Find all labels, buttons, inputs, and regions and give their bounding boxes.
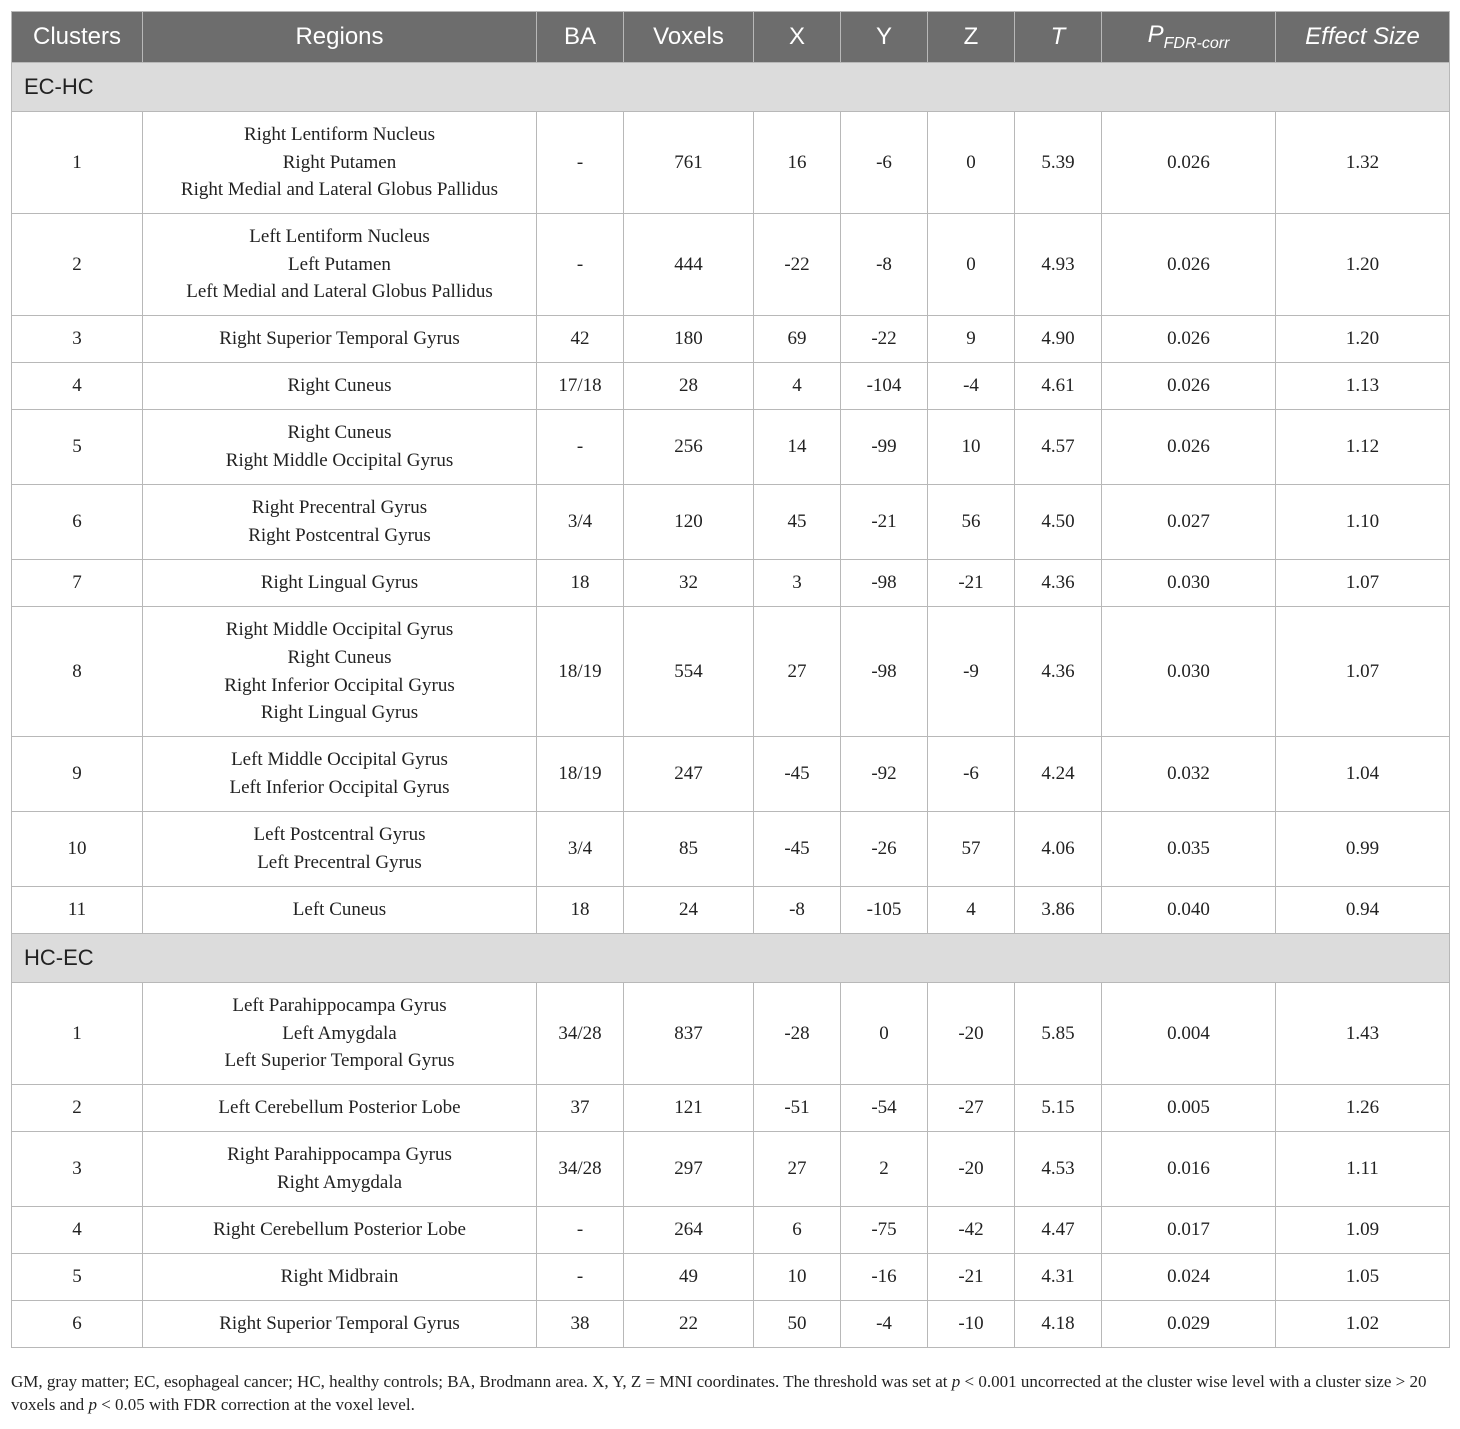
cell-regions xyxy=(143,112,537,214)
region-name: Right Amygdala xyxy=(276,1172,403,1193)
cell-t: 5.15 xyxy=(1015,1085,1102,1132)
cell-t: 4.36 xyxy=(1015,607,1102,737)
cell-y: -6 xyxy=(841,112,928,214)
cell-x: -22 xyxy=(754,214,841,316)
region-name: Left Medial and Lateral Globus Pallidus xyxy=(186,281,493,303)
cell-y: -98 xyxy=(841,560,928,607)
cell-ba: 3/4 xyxy=(537,485,624,560)
cell-x: -28 xyxy=(754,983,841,1085)
table-row xyxy=(12,112,1450,214)
table-row xyxy=(12,363,1450,410)
cell-voxels: 85 xyxy=(624,812,754,887)
cell-voxels: 24 xyxy=(624,887,754,934)
table-row xyxy=(12,1207,1450,1254)
region-name: Right Cuneus xyxy=(287,646,392,668)
cell-voxels: 49 xyxy=(624,1254,754,1301)
table-row xyxy=(12,214,1450,316)
cell-z: 0 xyxy=(928,112,1015,214)
region-name: Left Inferior Occipital Gyrus xyxy=(229,777,450,798)
cell-t: 4.06 xyxy=(1015,812,1102,887)
cell-p-fdr: 0.030 xyxy=(1102,560,1276,607)
cell-p-fdr: 0.026 xyxy=(1102,410,1276,485)
region-name: Left Postcentral Gyrus xyxy=(253,824,426,846)
cell-p-fdr: 0.030 xyxy=(1102,607,1276,737)
cell-cluster: 8 xyxy=(12,607,143,737)
cell-p-fdr: 0.005 xyxy=(1102,1085,1276,1132)
section-row xyxy=(12,934,1450,983)
cell-t: 4.90 xyxy=(1015,316,1102,363)
col-header-effect-size: Effect Size xyxy=(1276,12,1450,63)
cell-cluster: 3 xyxy=(12,316,143,363)
cell-effect-size: 1.11 xyxy=(1276,1132,1450,1207)
cell-voxels: 256 xyxy=(624,410,754,485)
cell-z: 56 xyxy=(928,485,1015,560)
cell-z: -21 xyxy=(928,560,1015,607)
header-row xyxy=(12,12,1450,63)
cell-ba: 34/28 xyxy=(537,1132,624,1207)
cell-y: -98 xyxy=(841,607,928,737)
cell-regions xyxy=(143,1254,537,1301)
cell-regions xyxy=(143,1207,537,1254)
cell-t: 4.50 xyxy=(1015,485,1102,560)
cell-voxels: 247 xyxy=(624,737,754,812)
table-row xyxy=(12,1132,1450,1207)
region-name: Left Cuneus xyxy=(292,899,387,921)
cell-x: 27 xyxy=(754,607,841,737)
cell-x: 45 xyxy=(754,485,841,560)
col-header-y: Y xyxy=(841,12,928,63)
cell-regions xyxy=(143,1301,537,1348)
cell-p-fdr: 0.017 xyxy=(1102,1207,1276,1254)
cell-cluster: 6 xyxy=(12,1301,143,1348)
cell-x: 50 xyxy=(754,1301,841,1348)
table-row xyxy=(12,410,1450,485)
footnote-text-1: GM, gray matter; EC, esophageal cancer; HC, healthy controls; BA, Brodmann area. X, Y, Z = MNI coordinates. The threshold was set at xyxy=(11,1372,952,1391)
cell-y: -8 xyxy=(841,214,928,316)
cell-x: 16 xyxy=(754,112,841,214)
cell-p-fdr: 0.029 xyxy=(1102,1301,1276,1348)
cell-z: 9 xyxy=(928,316,1015,363)
cell-ba: 38 xyxy=(537,1301,624,1348)
region-name: Right Lingual Gyrus xyxy=(260,572,419,594)
p-symbol: P xyxy=(1147,21,1164,49)
col-header-voxels: Voxels xyxy=(624,12,754,63)
col-header-regions: Regions xyxy=(143,12,537,63)
cell-effect-size: 1.13 xyxy=(1276,363,1450,410)
cell-z: 10 xyxy=(928,410,1015,485)
cell-t: 5.85 xyxy=(1015,983,1102,1085)
cell-y: -16 xyxy=(841,1254,928,1301)
cell-regions xyxy=(143,983,537,1085)
col-header-p-fdr xyxy=(1102,12,1276,63)
cell-z: -20 xyxy=(928,1132,1015,1207)
cell-cluster: 5 xyxy=(12,410,143,485)
cell-ba: 18/19 xyxy=(537,607,624,737)
cell-y: -22 xyxy=(841,316,928,363)
cell-regions xyxy=(143,363,537,410)
cell-voxels: 761 xyxy=(624,112,754,214)
cell-p-fdr: 0.032 xyxy=(1102,737,1276,812)
cell-voxels: 264 xyxy=(624,1207,754,1254)
cell-effect-size: 1.02 xyxy=(1276,1301,1450,1348)
cell-y: -104 xyxy=(841,363,928,410)
cell-cluster: 5 xyxy=(12,1254,143,1301)
table-row xyxy=(12,1301,1450,1348)
region-name: Left Lentiform Nucleus xyxy=(249,226,430,248)
cell-y: -26 xyxy=(841,812,928,887)
table-row xyxy=(12,737,1450,812)
col-header-ba: BA xyxy=(537,12,624,63)
cell-t: 4.31 xyxy=(1015,1254,1102,1301)
region-name: Right Precentral Gyrus xyxy=(251,497,428,519)
cell-ba: 3/4 xyxy=(537,812,624,887)
cell-ba: 18 xyxy=(537,887,624,934)
cell-regions xyxy=(143,1085,537,1132)
table-body xyxy=(12,63,1450,1348)
cell-z: -27 xyxy=(928,1085,1015,1132)
cell-ba: - xyxy=(537,410,624,485)
cell-y: -54 xyxy=(841,1085,928,1132)
cell-regions xyxy=(143,737,537,812)
cell-p-fdr: 0.026 xyxy=(1102,214,1276,316)
cell-voxels: 554 xyxy=(624,607,754,737)
region-name: Right Cuneus xyxy=(287,422,392,444)
cell-regions xyxy=(143,812,537,887)
footnote-p-2: p xyxy=(88,1395,97,1414)
cell-z: -42 xyxy=(928,1207,1015,1254)
cell-ba: - xyxy=(537,1254,624,1301)
cell-t: 5.39 xyxy=(1015,112,1102,214)
cell-cluster: 9 xyxy=(12,737,143,812)
region-name: Left Putamen xyxy=(288,253,391,275)
cell-effect-size: 1.26 xyxy=(1276,1085,1450,1132)
cell-effect-size: 1.12 xyxy=(1276,410,1450,485)
table-row xyxy=(12,560,1450,607)
col-header-z: Z xyxy=(928,12,1015,63)
cell-y: 0 xyxy=(841,983,928,1085)
cell-effect-size: 1.20 xyxy=(1276,316,1450,363)
region-name: Right Cuneus xyxy=(287,375,392,397)
cell-ba: 18 xyxy=(537,560,624,607)
col-header-t: T xyxy=(1015,12,1102,63)
cell-t: 4.18 xyxy=(1015,1301,1102,1348)
cell-x: 14 xyxy=(754,410,841,485)
cell-t: 4.53 xyxy=(1015,1132,1102,1207)
region-name: Left Amygdala xyxy=(282,1022,397,1044)
cell-z: -6 xyxy=(928,737,1015,812)
cell-cluster: 1 xyxy=(12,983,143,1085)
cell-y: -105 xyxy=(841,887,928,934)
cell-ba: 18/19 xyxy=(537,737,624,812)
section-label: HC-EC xyxy=(12,934,1450,983)
cell-x: -51 xyxy=(754,1085,841,1132)
fdr-corr-subscript: FDR-corr xyxy=(1163,34,1230,52)
cell-y: 2 xyxy=(841,1132,928,1207)
cell-effect-size: 1.07 xyxy=(1276,560,1450,607)
cell-x: -45 xyxy=(754,737,841,812)
cell-regions xyxy=(143,214,537,316)
cell-voxels: 120 xyxy=(624,485,754,560)
cell-p-fdr: 0.040 xyxy=(1102,887,1276,934)
cell-p-fdr: 0.024 xyxy=(1102,1254,1276,1301)
cell-z: 57 xyxy=(928,812,1015,887)
cell-p-fdr: 0.027 xyxy=(1102,485,1276,560)
cell-ba: 17/18 xyxy=(537,363,624,410)
cell-effect-size: 0.94 xyxy=(1276,887,1450,934)
cell-voxels: 837 xyxy=(624,983,754,1085)
cell-y: -99 xyxy=(841,410,928,485)
region-name: Right Midbrain xyxy=(280,1266,399,1288)
cell-regions xyxy=(143,410,537,485)
section-row xyxy=(12,63,1450,112)
cell-y: -4 xyxy=(841,1301,928,1348)
region-name: Left Parahippocampa Gyrus xyxy=(232,995,447,1017)
cell-cluster: 10 xyxy=(12,812,143,887)
cell-z: -10 xyxy=(928,1301,1015,1348)
cell-effect-size: 1.09 xyxy=(1276,1207,1450,1254)
cell-t: 4.24 xyxy=(1015,737,1102,812)
cell-voxels: 22 xyxy=(624,1301,754,1348)
cell-t: 4.57 xyxy=(1015,410,1102,485)
cell-cluster: 4 xyxy=(12,1207,143,1254)
table-row xyxy=(12,812,1450,887)
cell-ba: 34/28 xyxy=(537,983,624,1085)
cell-effect-size: 1.07 xyxy=(1276,607,1450,737)
table-row xyxy=(12,1085,1450,1132)
cell-cluster: 2 xyxy=(12,1085,143,1132)
cell-effect-size: 1.10 xyxy=(1276,485,1450,560)
cell-p-fdr: 0.026 xyxy=(1102,316,1276,363)
cell-x: 69 xyxy=(754,316,841,363)
footnote-text-3: < 0.05 with FDR correction at the voxel level. xyxy=(96,1395,415,1414)
cell-t: 4.93 xyxy=(1015,214,1102,316)
cell-p-fdr: 0.016 xyxy=(1102,1132,1276,1207)
cell-t: 4.36 xyxy=(1015,560,1102,607)
cell-regions xyxy=(143,316,537,363)
section-label: EC-HC xyxy=(12,63,1450,112)
cell-z: -20 xyxy=(928,983,1015,1085)
cell-x: 4 xyxy=(754,363,841,410)
cell-cluster: 4 xyxy=(12,363,143,410)
region-name: Right Lentiform Nucleus xyxy=(243,124,436,146)
cell-effect-size: 1.05 xyxy=(1276,1254,1450,1301)
cell-cluster: 1 xyxy=(12,112,143,214)
table-row xyxy=(12,983,1450,1085)
cell-regions xyxy=(143,1132,537,1207)
table-row xyxy=(12,887,1450,934)
cell-t: 4.61 xyxy=(1015,363,1102,410)
region-name: Right Inferior Occipital Gyrus xyxy=(224,674,455,696)
region-name: Right Putamen xyxy=(282,151,397,173)
cell-voxels: 180 xyxy=(624,316,754,363)
footnote-p-1: p xyxy=(951,1372,961,1391)
region-name: Right Postcentral Gyrus xyxy=(248,525,431,546)
cell-effect-size: 1.20 xyxy=(1276,214,1450,316)
region-name: Right Superior Temporal Gyrus xyxy=(219,1313,460,1335)
region-name: Left Middle Occipital Gyrus xyxy=(231,749,448,771)
region-name: Left Superior Temporal Gyrus xyxy=(224,1050,455,1072)
footnote-text-2: < 0.001 uncorrected at the cluster wise level with a cluster size > 20 voxels and xyxy=(11,1372,1427,1414)
cell-voxels: 28 xyxy=(624,363,754,410)
cell-cluster: 11 xyxy=(12,887,143,934)
cell-regions xyxy=(143,887,537,934)
cell-z: 0 xyxy=(928,214,1015,316)
region-name: Left Precentral Gyrus xyxy=(257,852,422,873)
cell-effect-size: 1.43 xyxy=(1276,983,1450,1085)
cell-p-fdr: 0.026 xyxy=(1102,112,1276,214)
cell-regions xyxy=(143,607,537,737)
cell-z: -4 xyxy=(928,363,1015,410)
table-row xyxy=(12,485,1450,560)
cell-x: 3 xyxy=(754,560,841,607)
region-name: Right Lingual Gyrus xyxy=(260,702,419,724)
cell-p-fdr: 0.026 xyxy=(1102,363,1276,410)
cell-z: 4 xyxy=(928,887,1015,934)
cell-regions xyxy=(143,485,537,560)
region-name: Right Superior Temporal Gyrus xyxy=(219,328,460,350)
results-table xyxy=(11,11,1450,1348)
table-row xyxy=(12,607,1450,737)
cell-x: 6 xyxy=(754,1207,841,1254)
cell-x: -8 xyxy=(754,887,841,934)
table-container xyxy=(11,11,1449,1348)
col-header-x: X xyxy=(754,12,841,63)
cell-z: -9 xyxy=(928,607,1015,737)
cell-y: -92 xyxy=(841,737,928,812)
cell-ba: - xyxy=(537,214,624,316)
cell-effect-size: 0.99 xyxy=(1276,812,1450,887)
table-row xyxy=(12,316,1450,363)
cell-effect-size: 1.32 xyxy=(1276,112,1450,214)
region-name: Left Cerebellum Posterior Lobe xyxy=(218,1097,461,1119)
cell-ba: 42 xyxy=(537,316,624,363)
table-footnote xyxy=(11,1370,1451,1416)
cell-cluster: 6 xyxy=(12,485,143,560)
cell-p-fdr: 0.035 xyxy=(1102,812,1276,887)
cell-x: -45 xyxy=(754,812,841,887)
cell-voxels: 297 xyxy=(624,1132,754,1207)
region-name: Right Cerebellum Posterior Lobe xyxy=(213,1219,466,1241)
cell-y: -21 xyxy=(841,485,928,560)
table-row xyxy=(12,1254,1450,1301)
cell-effect-size: 1.04 xyxy=(1276,737,1450,812)
cell-x: 27 xyxy=(754,1132,841,1207)
col-header-clusters: Clusters xyxy=(12,12,143,63)
cell-x: 10 xyxy=(754,1254,841,1301)
cell-z: -21 xyxy=(928,1254,1015,1301)
cell-regions xyxy=(143,560,537,607)
region-name: Right Medial and Lateral Globus Pallidus xyxy=(180,179,499,201)
region-name: Right Middle Occipital Gyrus xyxy=(225,450,454,471)
cell-y: -75 xyxy=(841,1207,928,1254)
cell-cluster: 2 xyxy=(12,214,143,316)
cell-ba: - xyxy=(537,112,624,214)
region-name: Right Middle Occipital Gyrus xyxy=(225,619,454,641)
cell-t: 3.86 xyxy=(1015,887,1102,934)
cell-ba: 37 xyxy=(537,1085,624,1132)
cell-ba: - xyxy=(537,1207,624,1254)
cell-p-fdr: 0.004 xyxy=(1102,983,1276,1085)
cell-voxels: 121 xyxy=(624,1085,754,1132)
cell-cluster: 3 xyxy=(12,1132,143,1207)
cell-voxels: 32 xyxy=(624,560,754,607)
cell-cluster: 7 xyxy=(12,560,143,607)
cell-voxels: 444 xyxy=(624,214,754,316)
region-name: Right Parahippocampa Gyrus xyxy=(227,1144,452,1166)
cell-t: 4.47 xyxy=(1015,1207,1102,1254)
